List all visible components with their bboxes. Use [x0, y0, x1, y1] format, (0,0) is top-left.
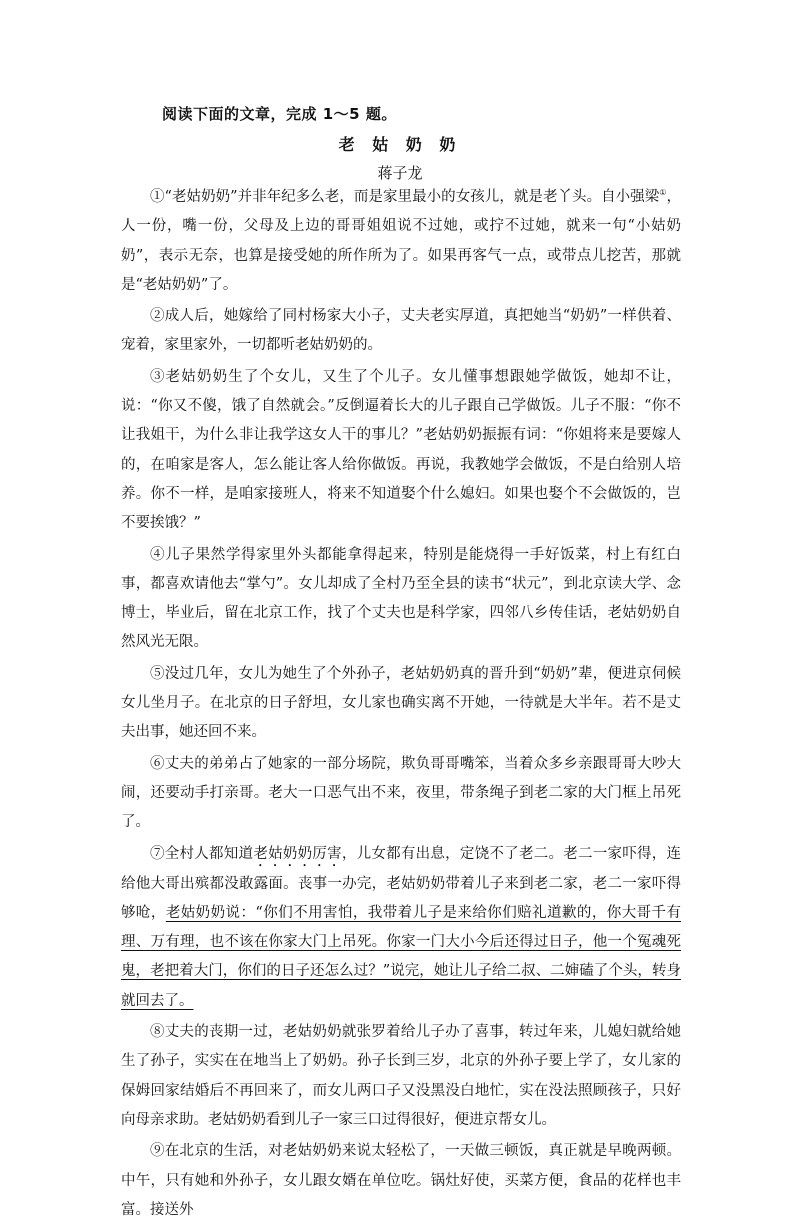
emphasized-phrase: 老姑奶奶厉害 [253, 845, 342, 862]
underlined-passage: 老姑奶奶说：“你们不用害怕，我带着儿子是来给你们赔礼道歉的，你大哥千有理、万有理，也不该在你家大门上吊死。你家一门大小今后还得过日子，他一个冤魂死鬼，老把着大门，你们的日子还怎么过？”说完，她让儿子给二叔、二婶磕了个头，转身就回去了。 [121, 904, 681, 1009]
paragraph-1-text-a: ①“老姑奶奶”并非年纪多么老，而是家里最小的女孩儿，就是老丫头。自小强梁 [150, 189, 660, 205]
paragraph-1-text-b: ，人一份，嘴一份，父母及上边的哥哥姐姐说不过她，或拧不过她，就来一句“小姑奶奶”，表示无奈，也算是接受她的所作所为了。如果再客气一点，或带点儿挖苦，那就是“老姑奶奶”了。 [121, 189, 682, 293]
paragraph-2: ②成人后，她嫁给了同村杨家大小子，丈夫老实厚道，真把她当“奶奶”一样供着、宠着，家里家外，一切都听老姑奶奶的。 [121, 308, 681, 354]
article-author: 蒋子龙 [377, 164, 423, 182]
footnote-ref: ① [659, 188, 667, 198]
paragraph-7-text-b: ，儿女都有出息，定饶不了老二。老二一家吓得，连给他大哥出殡都没敢露面。丧事一办完，老姑奶奶带着儿子来到老二家，老二一家吓得够呛， [121, 845, 682, 921]
reading-instruction: 阅读下面的文章，完成 1～5 题。 [162, 105, 397, 123]
paragraph-6: ⑥丈夫的弟弟占了她家的一部分场院，欺负哥哥嘴笨，当着众多乡亲跟哥哥大吵大闹，还要动手打亲哥。老大一口恶气出不来，夜里，带条绳子到老二家的大门框上吊死了。 [121, 755, 681, 831]
paragraph-7-text-a: ⑦全村人都知道 [150, 845, 254, 862]
paragraph-5: ⑤没过几年，女儿为她生了个外孙子，老姑奶奶真的晋升到“奶奶”辈，便进京伺候女儿坐月子。在北京的日子舒坦，女儿家也确实离不开她，一待就是大半年。若不是丈夫出事，她还回不来。 [121, 665, 681, 741]
paragraph-4: ④儿子果然学得家里外头都能拿得起来，特别是能烧得一手好饭菜，村上有红白事，都喜欢请他去“掌勺”。女儿却成了全村乃至全县的读书“状元”，到北京读大学、念博士，毕业后，留在北京工作，找了个丈夫也是科学家，四邻八乡传佳话，老姑奶奶自然风光无限。 [121, 546, 681, 651]
article-title: 老 姑 奶 奶 [338, 135, 462, 154]
paragraph-3: ③老姑奶奶生了个女儿，又生了个儿子。女儿懂事想跟她学做饭，她却不让，说：“你又不傻，饿了自然就会。”反倒逼着长大的儿子跟自己学做饭。儿子不服：“你不让我姐干，为什么非让我学这女人干的事儿？”老姑奶奶振振有词：“你姐将来是要嫁人的，在咱家是客人，怎么能让客人给你做饭。再说，我教她学会做饭，不是白给别人培养。你不一样，是咱家接班人，将来不知道娶个什么媳妇。如果也娶个不会做饭的，岂不要挨饿？” [121, 368, 681, 532]
paragraph-1 [121, 183, 681, 300]
article-body [121, 183, 681, 1225]
paragraph-8: ⑧丈夫的丧期一过，老姑奶奶就张罗着给儿子办了喜事，转过年来，儿媳妇就给她生了孙子，实实在在地当上了奶奶。孙子长到三岁，北京的外孙子要上学了，女儿家的保姆回家结婚后不再回来了，而女儿两口子又没黑没白地忙，实在没法照顾孩子，只好向母亲求助。老姑奶奶看到儿子一家三口过得很好，便进京帮女儿。 [121, 1024, 681, 1128]
paragraph-7 [121, 840, 681, 1016]
paragraph-9: ⑨在北京的生活，对老姑奶奶来说太轻松了，一天做三顿饭，真正就是早晚两顿。中午，只有她和外孙子，女儿跟女婿在单位吃。锅灶好使，买菜方便，食品的花样也丰富。接送外 [121, 1143, 681, 1218]
